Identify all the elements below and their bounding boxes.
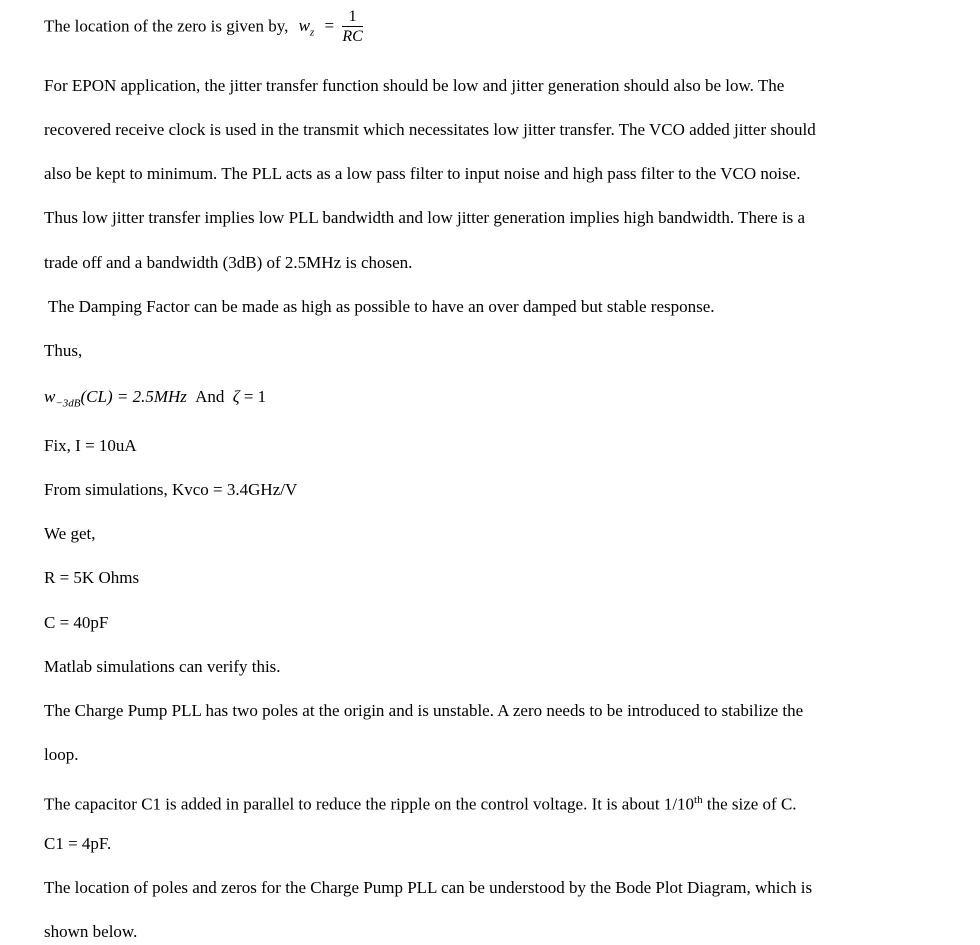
paragraph: trade off and a bandwidth (3dB) of 2.5MHz is chosen. <box>44 253 413 272</box>
paragraph: Thus low jitter transfer implies low PLL bandwidth and low jitter generation implies high bandwidth. There is a <box>44 208 806 227</box>
line: From simulations, Kvco = 3.4GHz/V <box>44 480 298 499</box>
equals: = <box>324 16 335 36</box>
line: We get, <box>44 524 96 543</box>
paragraph: The Damping Factor can be made as high as possible to have an over damped but stable response. <box>44 297 715 316</box>
line: C = 40pF <box>44 613 109 632</box>
paragraph: also be kept to minimum. The PLL acts as a low pass filter to input noise and high pass filter to the VCO noise. <box>44 164 801 183</box>
line: R = 5K Ohms <box>44 568 140 587</box>
line: Matlab simulations can verify this. <box>44 657 281 676</box>
bandwidth-equation: $w_{-3dB}(CL) = 2.5MHz$ And ζ = 1 <box>44 387 267 410</box>
zero-symbol: $w_z$ <box>298 16 315 39</box>
zero-location-line <box>44 8 363 47</box>
zero-text: The location of the zero is given by, <box>44 16 289 36</box>
line: The Charge Pump PLL has two poles at the origin and is unstable. A zero needs to be introduced to stabilize the <box>44 701 804 720</box>
line: The location of poles and zeros for the Charge Pump PLL can be understood by the Bode Plot Diagram, which is <box>44 878 813 897</box>
line: loop. <box>44 745 79 764</box>
fraction: $\frac{1}{RC}$ <box>342 8 363 45</box>
line: Fix, I = 10uA <box>44 436 137 455</box>
line: C1 = 4pF. <box>44 834 112 853</box>
c1-line: The capacitor C1 is added in parallel to reduce the ripple on the control voltage. It is about 1/10th the size of C. <box>44 794 797 814</box>
paragraph: Thus, <box>44 341 83 360</box>
paragraph: For EPON application, the jitter transfer function should be low and jitter generation should also be low. The <box>44 76 785 95</box>
line: shown below. <box>44 922 138 941</box>
paragraph: recovered receive clock is used in the transmit which necessitates low jitter transfer. The VCO added jitter should <box>44 120 816 139</box>
